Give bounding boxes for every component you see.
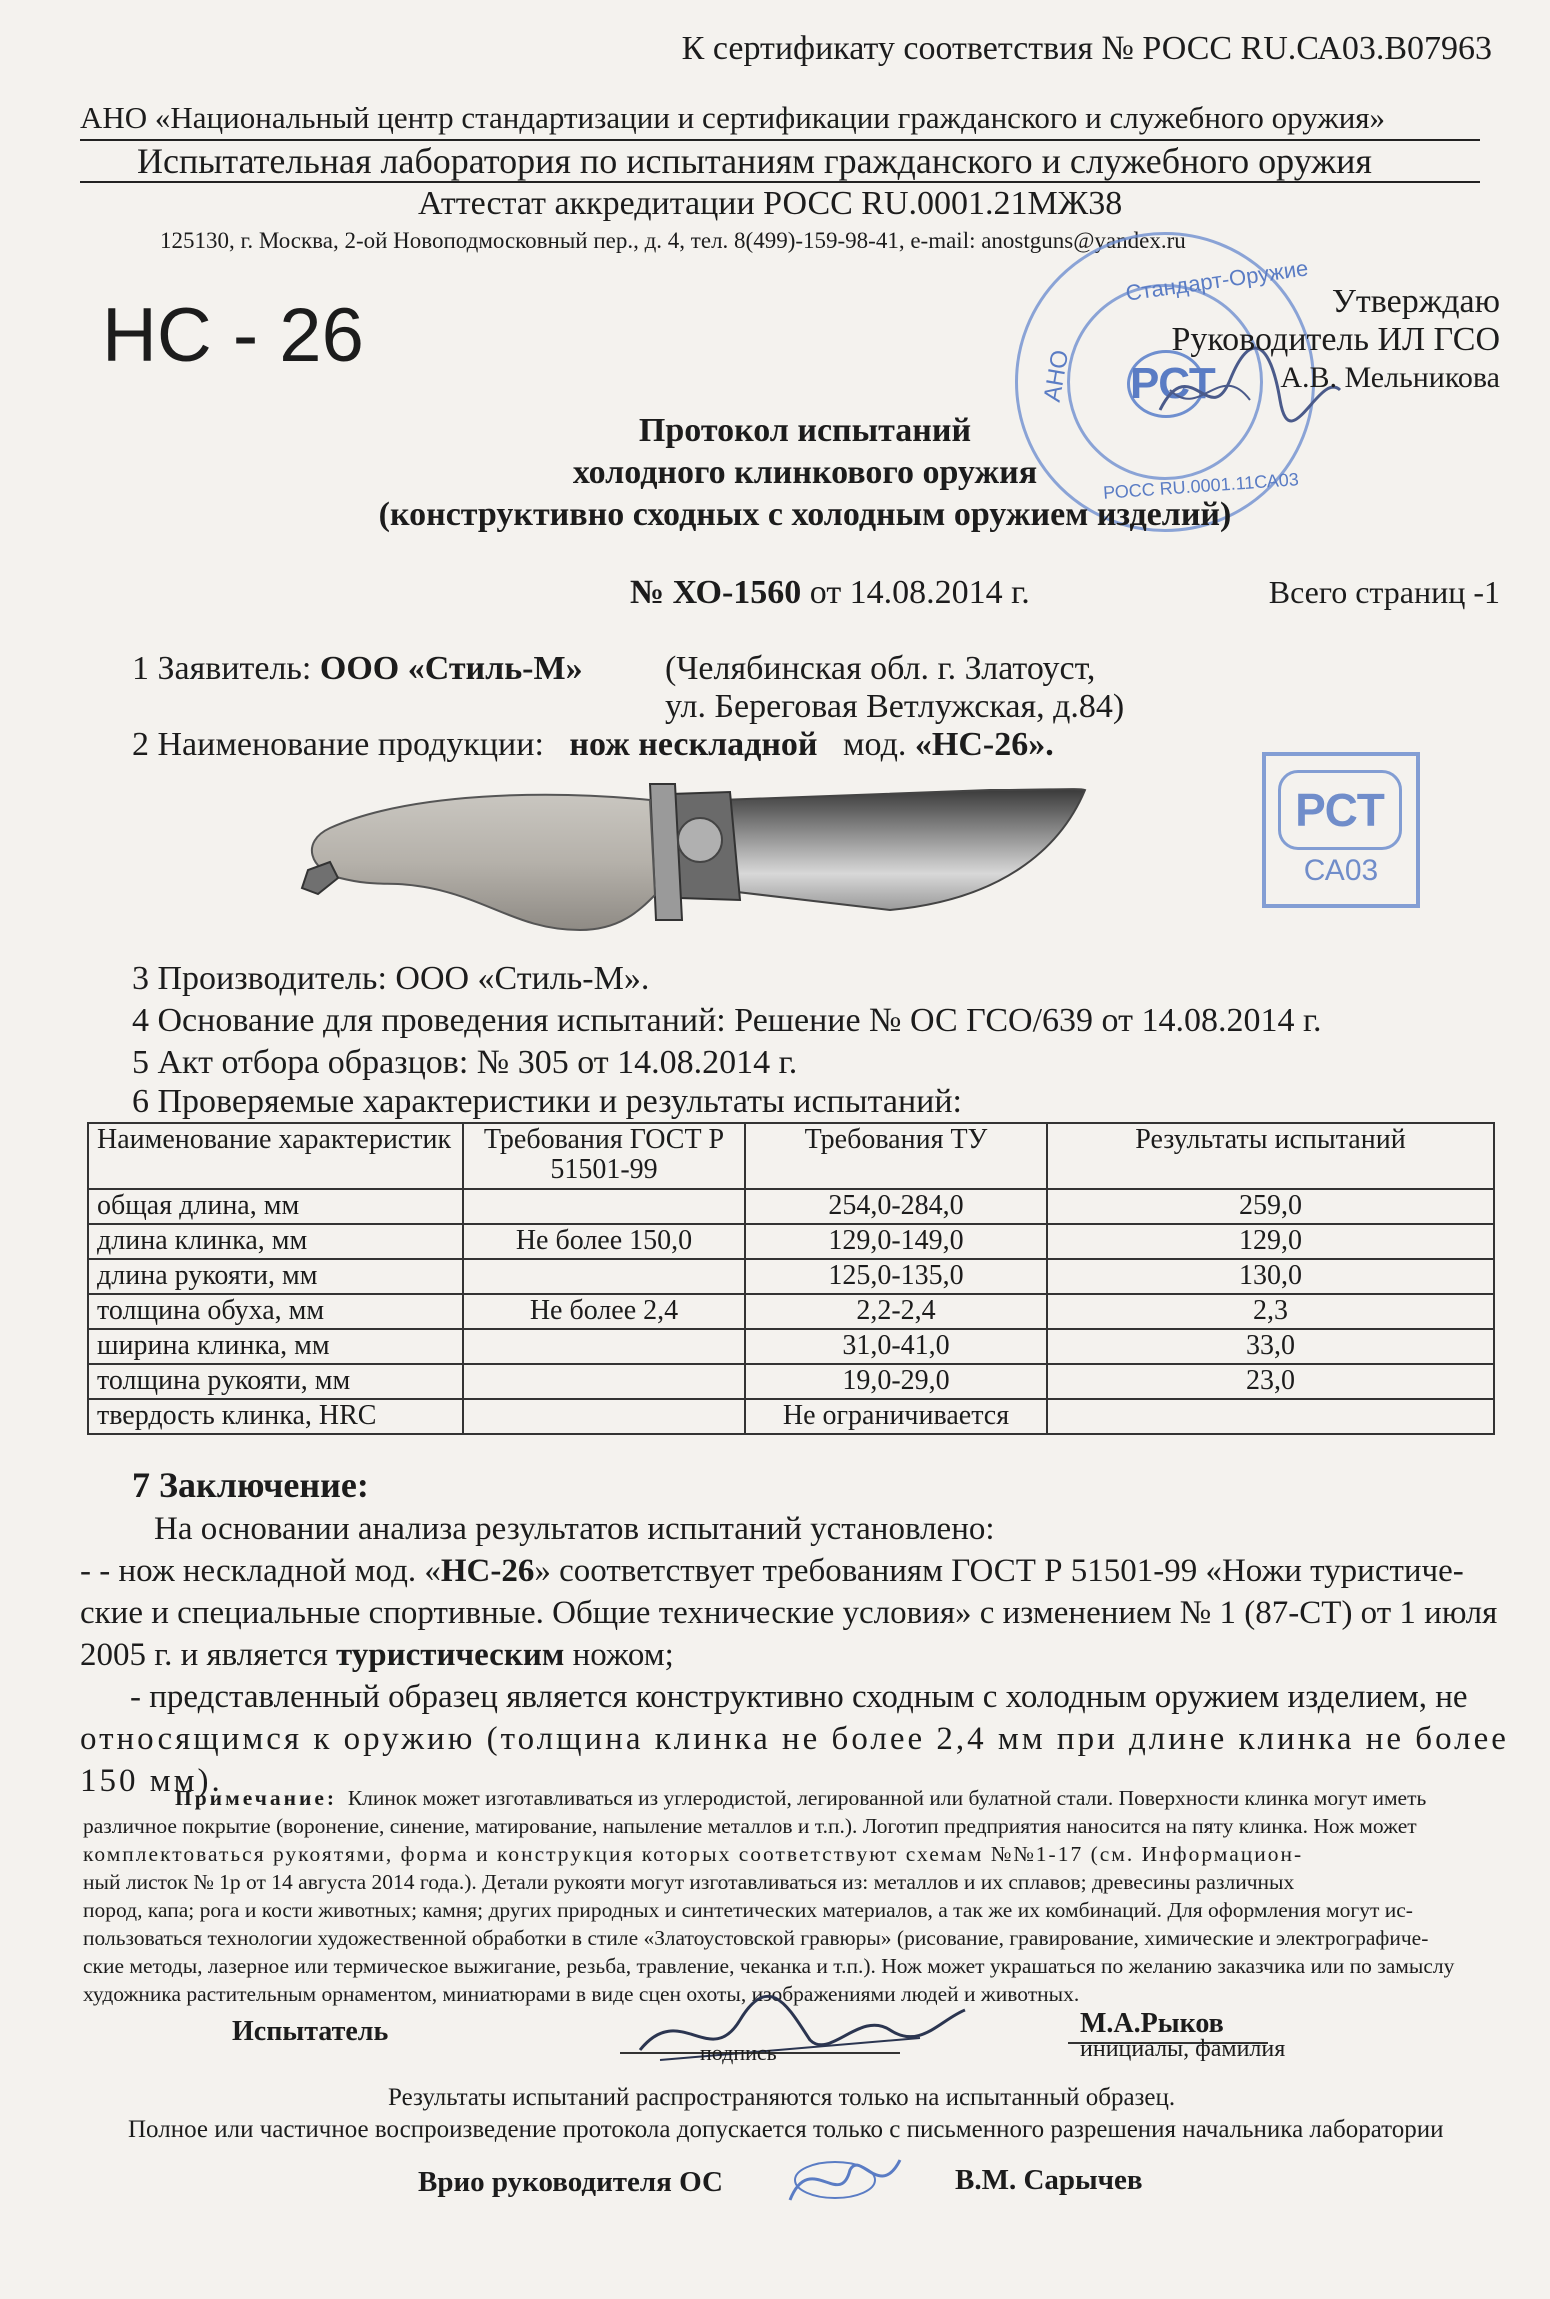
header-gost: Требования ГОСТ Р 51501-99: [463, 1123, 745, 1189]
head-name: В.М. Сарычев: [955, 2164, 1143, 2196]
conclusion-p4: 2005 г. и является туристическим ножом;: [80, 1637, 674, 1673]
results-note: Результаты испытаний распространяются только на испытанный образец.: [388, 2084, 1176, 2111]
laboratory-name: Испытательная лаборатория по испытаниям гражданского и служебного оружия: [137, 141, 1372, 181]
knife-image: [290, 770, 1110, 950]
row-tu: 2,2-2,4: [745, 1294, 1047, 1329]
table-row: [88, 1259, 1494, 1294]
row-name: длина клинка, мм: [88, 1224, 463, 1259]
header-divider-bottom: [80, 181, 1480, 183]
note-line-4: ный листок № 1р от 14 августа 2014 года.). Детали рукояти могут изготавливаться из: металлов и их сплавов; древесины различных: [83, 1870, 1295, 1894]
model-code: НС - 26: [102, 293, 364, 378]
checked-line: 6 Проверяемые характеристики и результаты испытаний:: [132, 1083, 962, 1120]
protocol-date: от 14.08.2014 г.: [809, 574, 1030, 611]
table-header-row: [88, 1123, 1494, 1189]
conclusion-p1: На основании анализа результатов испытаний установлено:: [154, 1511, 995, 1547]
conclusion-p6: относящимся к оружию (толщина клинка не более 2,4 мм при длине клинка не более: [80, 1721, 1509, 1757]
product-label: 2 Наименование продукции:: [132, 726, 544, 763]
seal-top-text: Стандарт-Оружие: [1124, 255, 1310, 306]
applicant-name: ООО «Стиль-М»: [319, 650, 583, 687]
certification-mark: [1262, 752, 1420, 908]
row-name: твердость клинка, HRC: [88, 1399, 463, 1434]
row-tu: 254,0-284,0: [745, 1189, 1047, 1224]
accreditation-line: Аттестат аккредитации РОСС RU.0001.21МЖ38: [418, 185, 1123, 222]
row-result: 33,0: [1047, 1329, 1494, 1364]
approval-line-3: А.В. Мельникова: [1280, 361, 1500, 394]
product-name: нож нескладной: [569, 726, 818, 763]
address-line: 125130, г. Москва, 2-ой Новоподмосковный пер., д. 4, тел. 8(499)-159-98-41, e-mail: anostguns@yandex.ru: [160, 228, 1186, 253]
conclusion-text: [80, 1508, 1509, 1802]
title-line-1: Протокол испытаний: [638, 412, 972, 449]
tester-name: М.А.Рыков: [1080, 2008, 1224, 2039]
title-line-3: (конструктивно сходных с холодным оружием изделий): [378, 496, 1232, 533]
seal-bottom-text: РОСС RU.0001.11СА03: [1102, 469, 1300, 503]
seal-left-text: АНО: [1038, 347, 1075, 404]
row-result: 130,0: [1047, 1259, 1494, 1294]
conclusion-heading: 7 Заключение:: [132, 1465, 369, 1505]
title-line-2: холодного клинкового оружия: [572, 454, 1038, 491]
row-name: длина рукояти, мм: [88, 1259, 463, 1294]
row-result: 129,0: [1047, 1224, 1494, 1259]
table-row: [88, 1189, 1494, 1224]
row-name: ширина клинка, мм: [88, 1329, 463, 1364]
note-line-2: различное покрытие (воронение, синение, матирование, напыление металлов и т.п.). Логотип предприятия наносится на пяту клинка. Нож может: [83, 1814, 1417, 1838]
row-tu: Не ограничивается: [745, 1399, 1047, 1434]
table-row: [88, 1294, 1494, 1329]
certification-logo: РСТ: [1278, 770, 1402, 850]
row-result: 259,0: [1047, 1189, 1494, 1224]
row-name: толщина рукояти, мм: [88, 1364, 463, 1399]
product-line: [132, 726, 1054, 764]
row-tu: 19,0-29,0: [745, 1364, 1047, 1399]
applicant-address-1: (Челябинская обл. г. Златоуст,: [665, 650, 1096, 687]
applicant-address-2: ул. Береговая Ветлужская, д.84): [665, 688, 1125, 725]
row-tu: 125,0-135,0: [745, 1259, 1047, 1294]
seal-center-logo: РСТ: [1127, 350, 1205, 418]
row-result: 23,0: [1047, 1364, 1494, 1399]
row-gost: Не более 150,0: [463, 1224, 745, 1259]
row-gost: [463, 1189, 745, 1224]
protocol-number: [630, 574, 1030, 612]
table-row: [88, 1364, 1494, 1399]
conclusion-p5: - представленный образец является конструктивно сходным с холодным оружием изделием, не: [130, 1679, 1468, 1715]
page-count: Всего страниц -1: [1268, 574, 1500, 610]
note-line-6: пользоваться технологии художественной обработки в стиле «Златоустовской гравюры» (рисование, гравирование, химические и электрографиче-: [83, 1926, 1429, 1950]
protocol-number-value: № ХО-1560: [630, 574, 802, 611]
conclusion-p3: ские и специальные спортивные. Общие технические условия» с изменением № 1 (87-СТ) от 1 июля: [80, 1595, 1498, 1631]
note-line-1: Клинок может изготавливаться из углеродистой, легированной или булатной стали. Поверхности клинка могут иметь: [347, 1786, 1427, 1810]
conclusion-p7: 150 мм).: [80, 1763, 223, 1799]
applicant-label: 1 Заявитель:: [132, 650, 312, 687]
row-tu: 31,0-41,0: [745, 1329, 1047, 1364]
signature-caption: подпись: [700, 2040, 777, 2065]
sampling-line: 5 Акт отбора образцов: № 305 от 14.08.2014 г.: [132, 1044, 798, 1081]
organization-name: АНО «Национальный центр стандартизации и сертификации гражданского и служебного оружия»: [80, 100, 1386, 135]
row-gost: [463, 1364, 745, 1399]
table-row: [88, 1329, 1494, 1364]
product-model: «НС-26».: [914, 726, 1054, 763]
results-table: [87, 1122, 1495, 1435]
basis-line: 4 Основание для проведения испытаний: Решение № ОС ГСО/639 от 14.08.2014 г.: [132, 1002, 1322, 1039]
note-block: [83, 1784, 1503, 2008]
row-name: общая длина, мм: [88, 1189, 463, 1224]
row-gost: Не более 2,4: [463, 1294, 745, 1329]
note-line-7: ские методы, лазерное или термическое выжигание, резьба, травление, чеканка и т.п.). Нож может украшаться по желанию заказчика или по замыслу: [83, 1954, 1455, 1978]
conclusion-p2: - - нож нескладной мод. «НС-26» соответствует требованиям ГОСТ Р 51501-99 «Ножи туристиче-: [80, 1553, 1464, 1589]
row-tu: 129,0-149,0: [745, 1224, 1047, 1259]
note-line-5: пород, капа; рога и кости животных; камня; других природных и синтетических материалов, а так же их комбинаций. Для оформления могут ис-: [83, 1898, 1413, 1922]
row-result: 2,3: [1047, 1294, 1494, 1329]
row-name: толщина обуха, мм: [88, 1294, 463, 1329]
table-row: [88, 1399, 1494, 1434]
row-result: [1047, 1399, 1494, 1434]
head-label: Врио руководителя ОС: [418, 2166, 723, 2198]
note-label: Примечание:: [175, 1786, 338, 1810]
header-results: Результаты испытаний: [1047, 1123, 1494, 1189]
approval-line-2: Руководитель ИЛ ГСО: [1171, 321, 1500, 358]
tester-label: Испытатель: [232, 2016, 389, 2047]
product-mod: мод.: [843, 726, 907, 763]
name-caption: инициалы, фамилия: [1080, 2036, 1286, 2062]
row-gost: [463, 1399, 745, 1434]
head-signature-scribble: [780, 2140, 920, 2220]
manufacturer-line: 3 Производитель: ООО «Стиль-М».: [132, 960, 650, 997]
applicant-line: [132, 650, 583, 688]
note-line-3: комплектоваться рукоятями, форма и конструкция которых соответствуют схемам №№1-17 (см. Информацион-: [83, 1842, 1304, 1866]
approval-line-1: Утверждаю: [1331, 283, 1500, 320]
tester-signature-scribble: [620, 1990, 980, 2080]
table-row: [88, 1224, 1494, 1259]
certification-code: СА03: [1303, 854, 1379, 887]
copy-note: Полное или частичное воспроизведение протокола допускается только с письменного разрешения начальника лаборатории: [128, 2116, 1444, 2143]
row-gost: [463, 1259, 745, 1294]
row-gost: [463, 1329, 745, 1364]
header-characteristic: Наименование характеристик: [88, 1123, 463, 1189]
document-title: [0, 410, 1550, 536]
certificate-reference: К сертификату соответствия № РОСС RU.СА03.В07963: [681, 30, 1492, 67]
note-line-8: художника растительным орнаментом, миниатюрами в виде сцен охоты, изображениями людей и животных.: [83, 1982, 1080, 2006]
approval-block: [1171, 283, 1500, 397]
header-tu: Требования ТУ: [745, 1123, 1047, 1189]
